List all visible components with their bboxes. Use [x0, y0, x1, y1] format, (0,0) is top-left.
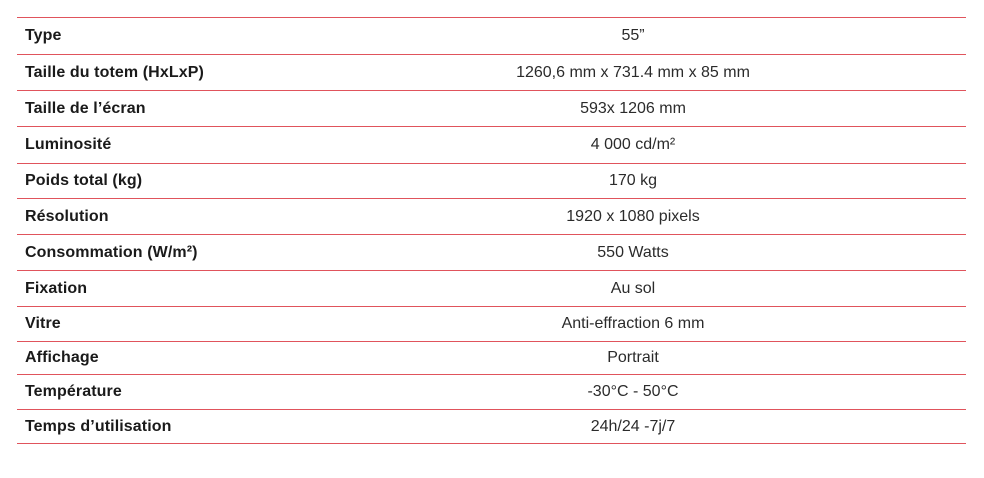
spec-row-weight	[17, 164, 966, 199]
spec-value: 550 Watts	[597, 243, 669, 261]
spec-value: 1260,6 mm x 731.4 mm x 85 mm	[516, 63, 750, 81]
spec-value: 55”	[621, 27, 645, 44]
spec-value: -30°C - 50°C	[587, 383, 679, 400]
spec-label: Temps d’utilisation	[25, 417, 172, 435]
spec-label: Résolution	[25, 207, 109, 225]
spec-label: Affichage	[25, 349, 99, 366]
spec-value: 4 000 cd/m²	[590, 136, 676, 153]
spec-value: Anti-effraction 6 mm	[561, 315, 705, 332]
spec-value: 1920 x 1080 pixels	[566, 207, 700, 225]
spec-row-display	[17, 342, 966, 375]
spec-label: Taille de l’écran	[25, 99, 146, 117]
spec-label: Consommation (W/m²)	[25, 243, 198, 261]
spec-label: Température	[25, 383, 122, 400]
spec-row-glass	[17, 307, 966, 342]
spec-row-type	[17, 18, 966, 55]
spec-value: 593x 1206 mm	[580, 99, 686, 117]
spec-label: Fixation	[25, 279, 88, 297]
spec-label: Luminosité	[25, 136, 112, 153]
spec-value: 24h/24 -7j/7	[590, 417, 676, 435]
spec-row-usage-time	[17, 410, 966, 444]
spec-row-mounting	[17, 271, 966, 307]
spec-value: Au sol	[610, 279, 656, 297]
spec-value: Portrait	[607, 349, 659, 366]
spec-row-brightness	[17, 127, 966, 164]
spec-table	[17, 17, 966, 444]
spec-value: 170 kg	[608, 172, 658, 189]
spec-row-resolution	[17, 199, 966, 235]
spec-row-consumption	[17, 235, 966, 271]
spec-row-screen-size	[17, 91, 966, 127]
spec-label: Vitre	[25, 315, 61, 332]
spec-row-totem-size	[17, 55, 966, 91]
spec-row-temperature	[17, 375, 966, 410]
spec-label: Poids total (kg)	[25, 172, 143, 189]
spec-label: Type	[25, 27, 62, 44]
spec-label: Taille du totem (HxLxP)	[25, 63, 204, 81]
